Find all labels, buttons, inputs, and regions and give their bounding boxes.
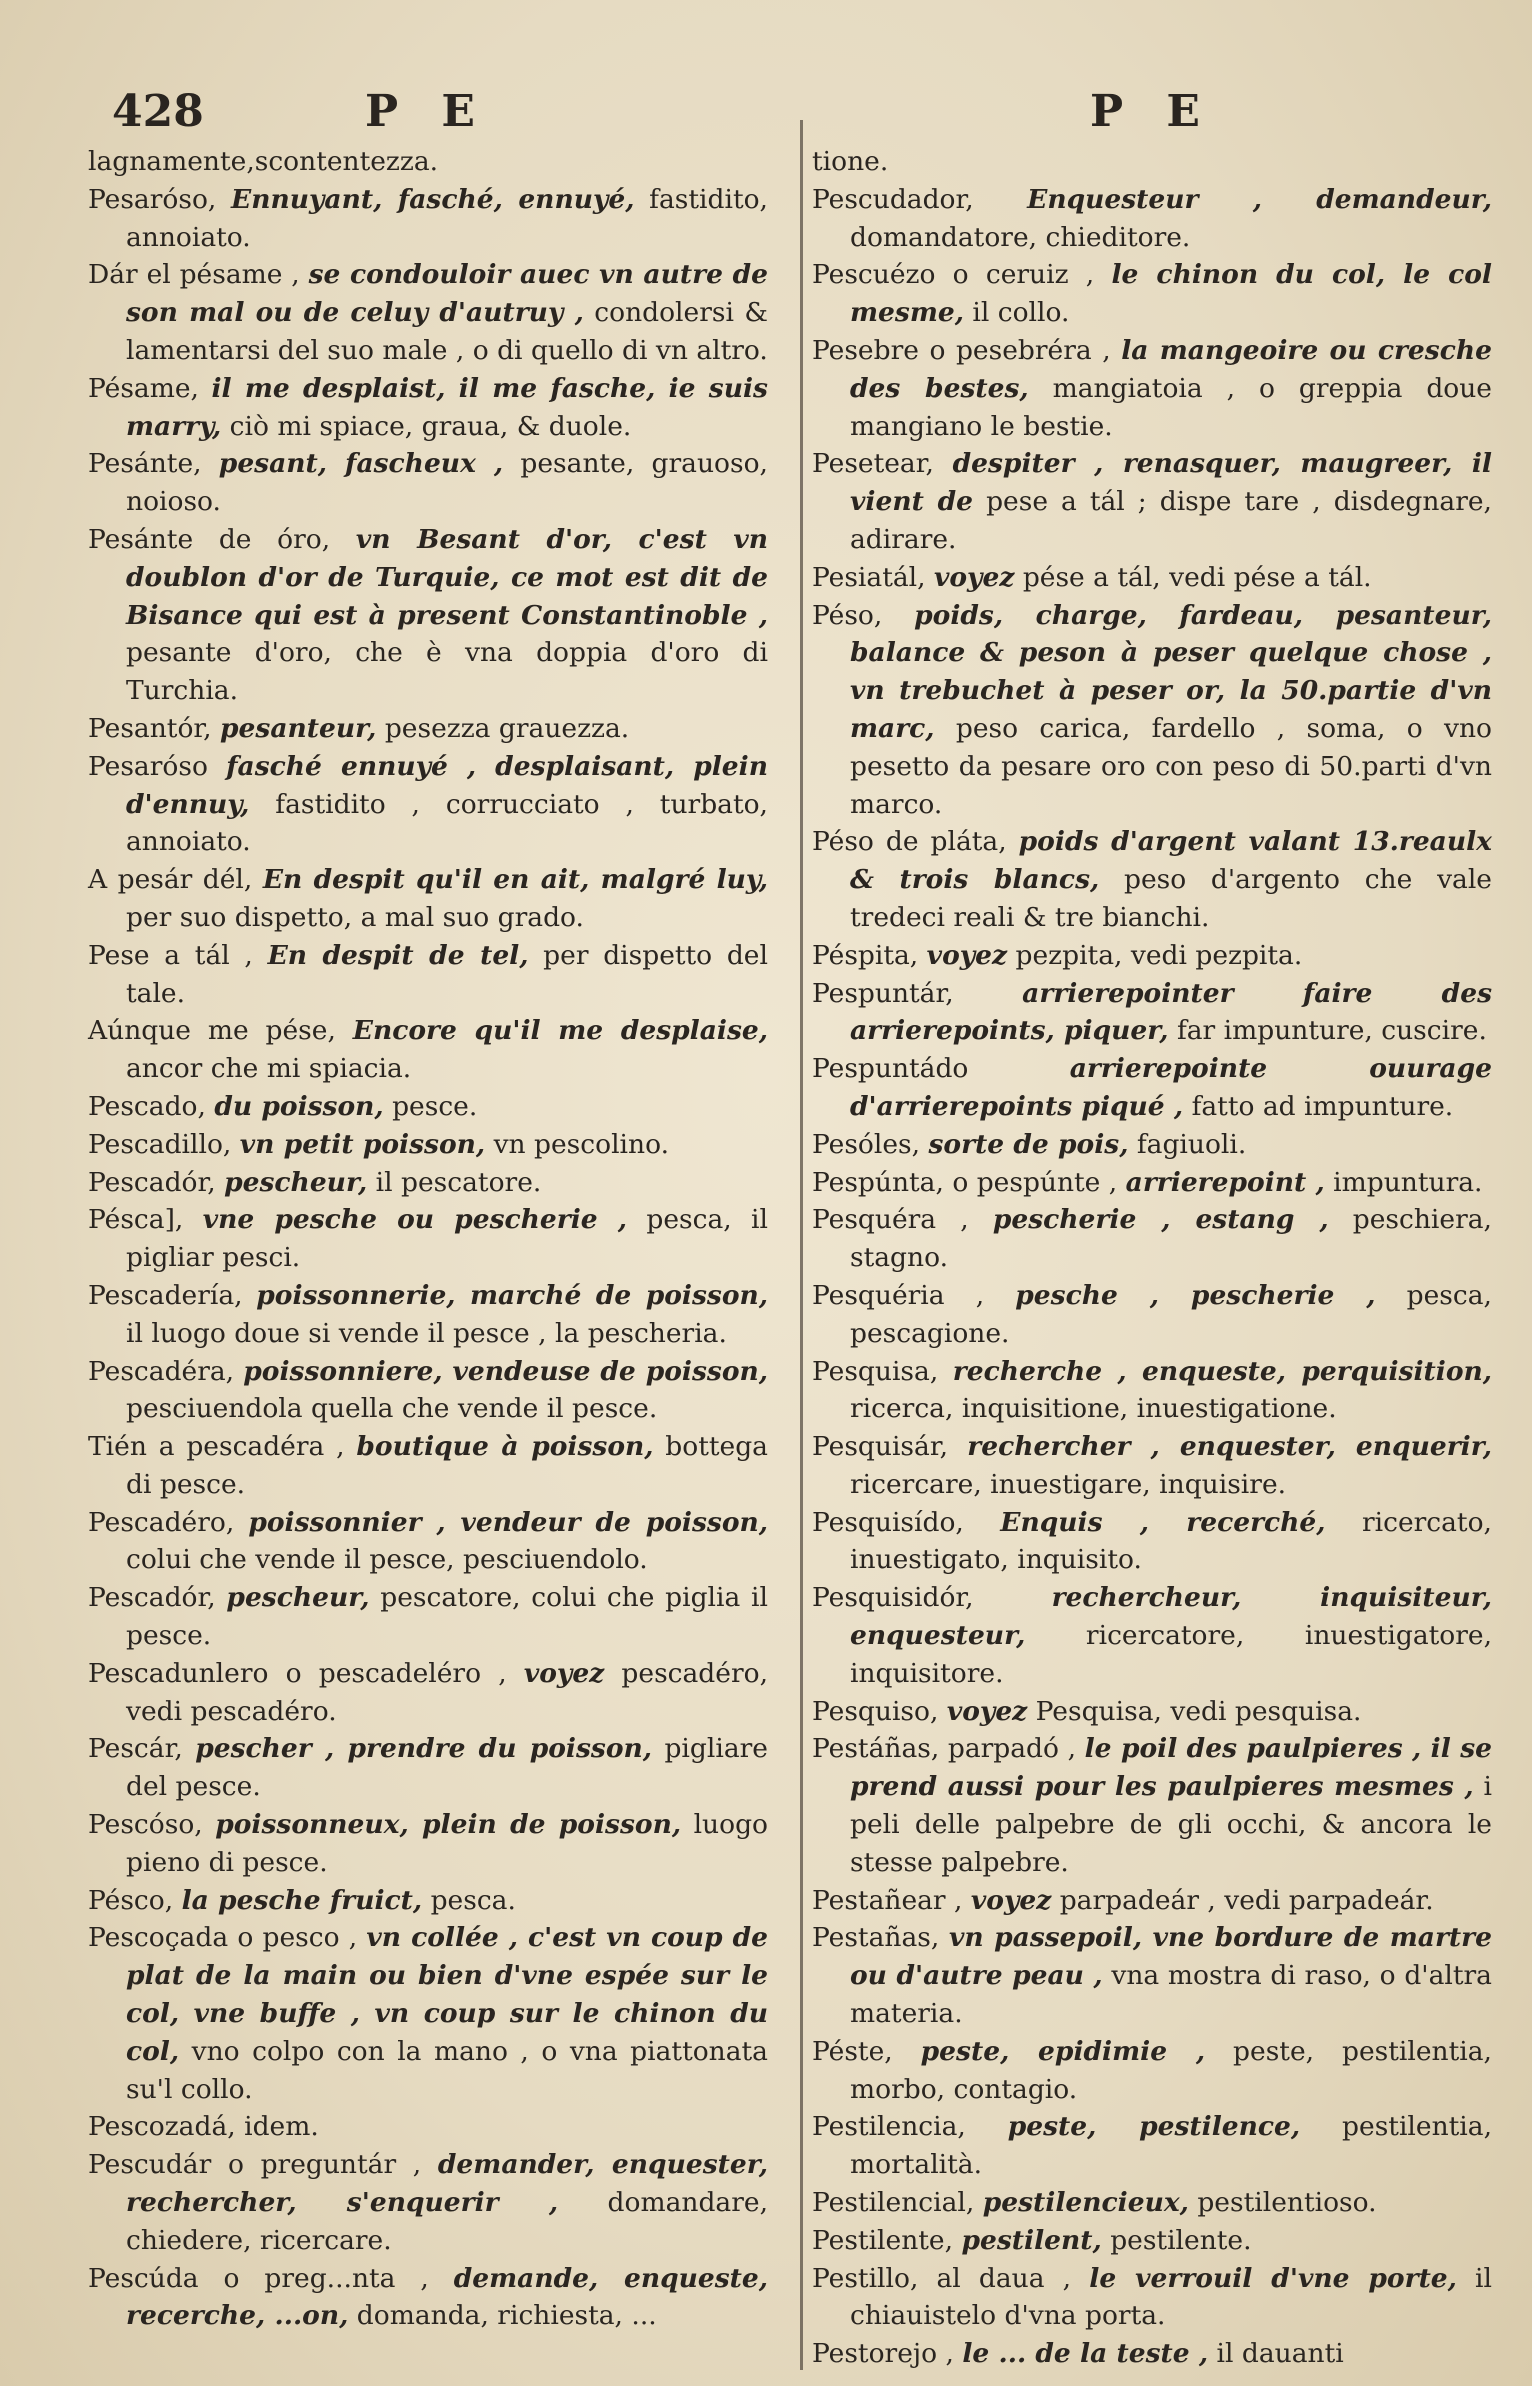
headword: Pescadór, <box>88 1166 216 1198</box>
italian-gloss: ancor che mi spiacia. <box>126 1053 412 1085</box>
headword: Aúnque me pése, <box>88 1015 336 1047</box>
dictionary-entry <box>812 1164 1492 1202</box>
headword: Pestilente, <box>812 2224 954 2256</box>
italian-gloss: Pesquisa, vedi pesquisa. <box>1035 1695 1362 1727</box>
dictionary-entry <box>812 1428 1492 1504</box>
french-gloss: arrierepointe ouurage d'arrierepoints piqué , <box>850 1053 1492 1122</box>
italian-gloss: pestilentia, mortalità. <box>850 2111 1492 2181</box>
italian-gloss: domandare, chiedere, ricercare. <box>126 2187 768 2256</box>
headword: Tién a pescadéra , <box>88 1431 345 1463</box>
headword: Pestillo, al daua , <box>812 2262 1072 2294</box>
dictionary-entry <box>88 1012 768 1088</box>
headword: Pésco, <box>88 1884 174 1916</box>
french-gloss: Enquesteur , demandeur, <box>1027 183 1492 215</box>
dictionary-entry <box>88 521 768 710</box>
dictionary-entry <box>812 2335 1492 2373</box>
headword: Pescadór, <box>88 1582 216 1614</box>
french-gloss: pesche , pescherie , <box>1015 1279 1376 1311</box>
dictionary-entry <box>812 1882 1492 1920</box>
dictionary-entry <box>88 181 768 257</box>
french-gloss: poissonneux, plein de poisson, <box>215 1809 682 1841</box>
italian-gloss: idem. <box>244 2111 319 2143</box>
french-gloss: poissonnier , vendeur de poisson, <box>248 1506 768 1538</box>
french-gloss: Enquis , recerché, <box>1000 1506 1326 1538</box>
dictionary-entry <box>812 559 1492 597</box>
italian-gloss: fatto ad impunture. <box>1191 1090 1454 1122</box>
headword: Pesebre o pesebréra , <box>812 334 1111 366</box>
french-gloss: vn Besant d'or, c'est vn doublon d'or de Turquie, ce mot est dit de Bisance qui est à present Constantinoble , <box>126 523 768 631</box>
italian-gloss: ricerca, inquisitione, inuestigatione. <box>850 1393 1337 1425</box>
headword: Pesquéria , <box>812 1279 985 1311</box>
french-gloss: En despit de tel, <box>267 939 529 971</box>
dictionary-entry <box>88 256 768 369</box>
french-gloss: vn passepoil, vne bordure de martre ou d'autre peau , <box>850 1922 1492 1992</box>
italian-gloss: luogo pieno di pesce. <box>126 1809 768 1878</box>
headword: Pescozadá, <box>88 2111 236 2143</box>
french-gloss: vn collée , c'est vn coup de plat de la main ou bien d'vne espée sur le col, vne buffe , vn coup sur le chinon du col, <box>126 1922 768 2067</box>
french-gloss: sorte de pois, <box>928 1128 1129 1160</box>
dictionary-entry <box>88 1919 768 2108</box>
italian-gloss: vn pescolino. <box>493 1128 669 1160</box>
italian-gloss: fastidito, annoiato. <box>126 183 768 253</box>
italian-gloss: il collo. <box>972 297 1070 329</box>
french-gloss: rechercheur, inquisiteur, enquesteur, <box>850 1582 1492 1652</box>
column-divider <box>800 120 803 2370</box>
italian-gloss: far impunture, cuscire. <box>1176 1015 1487 1047</box>
french-gloss: poissonnerie, marché de poisson, <box>256 1279 768 1311</box>
dictionary-entry <box>812 937 1492 975</box>
right-column <box>812 143 1492 2373</box>
italian-gloss: per suo dispetto, a mal suo grado. <box>126 901 584 933</box>
dictionary-entry <box>88 1164 768 1202</box>
headword: Pesánte, <box>88 448 202 480</box>
italian-gloss: bottega di pesce. <box>126 1431 768 1500</box>
dictionary-entry <box>88 2108 768 2146</box>
french-gloss: se condouloir auec vn autre de son mal ou de celuy d'autruy , <box>126 259 768 329</box>
dictionary-entry <box>812 332 1492 445</box>
french-gloss: Ennuyant, fasché, ennuyé, <box>231 183 635 215</box>
dictionary-entry <box>812 2033 1492 2109</box>
italian-gloss: peso carica, fardello , soma, o vno pesetto da pesare oro con peso di 50.parti d'vn marco. <box>850 712 1492 820</box>
italian-gloss: pesca. <box>430 1884 516 1916</box>
italian-gloss: peso d'argento che vale tredeci reali & tre bianchi. <box>850 864 1492 933</box>
french-gloss: pesant, fascheux , <box>218 448 504 480</box>
dictionary-entry <box>88 1730 768 1806</box>
dictionary-entry <box>88 1088 768 1126</box>
dictionary-entry <box>88 1882 768 1920</box>
headword: Pesarόso <box>88 750 208 782</box>
french-gloss: voyez <box>970 1884 1052 1916</box>
headword: Pestáñas, parpadó , <box>812 1733 1076 1765</box>
dictionary-entry <box>812 2184 1492 2222</box>
italian-gloss: lagnamente,scontentezza. <box>88 146 439 177</box>
french-gloss: boutique à poisson, <box>356 1431 654 1463</box>
headword: Pesánte de óro, <box>88 523 331 555</box>
dictionary-entry <box>812 823 1492 936</box>
italian-gloss: domandatore, chieditore. <box>850 221 1191 253</box>
italian-gloss: pesca, il pigliar pesci. <box>126 1204 768 1274</box>
dictionary-entry <box>812 1730 1492 1881</box>
italian-gloss: pesciuendola quella che vende il pesce. <box>126 1393 658 1425</box>
french-gloss: peste, pestilence, <box>1007 2111 1301 2143</box>
dictionary-entry <box>812 2260 1492 2336</box>
headword: Péso de pláta, <box>812 826 1007 858</box>
italian-gloss: parpadeár , vedi parpadeár. <box>1059 1884 1434 1916</box>
french-gloss: vne pesche ou pescherie , <box>202 1204 628 1236</box>
italian-gloss: ricercare, inuestigare, inquisire. <box>850 1468 1287 1500</box>
italian-gloss: pestilente. <box>1110 2224 1252 2256</box>
french-gloss: demander, enquester, rechercher, s'enquerir , <box>126 2149 768 2219</box>
headword: Péspita, <box>812 939 919 971</box>
french-gloss: voyez <box>933 561 1015 593</box>
dictionary-entry <box>88 1277 768 1353</box>
french-gloss: voyez <box>946 1695 1028 1727</box>
french-gloss: du poisson, <box>214 1090 384 1122</box>
headword: Pescúda o preg...nta , <box>88 2262 429 2294</box>
italian-gloss: peste, pestilentia, morbo, contagio. <box>850 2035 1492 2105</box>
left-column <box>88 143 768 2335</box>
headword: Pestilencia, <box>812 2111 966 2143</box>
italian-gloss: impuntura. <box>1333 1166 1483 1198</box>
french-gloss: voyez <box>523 1657 605 1689</box>
italian-gloss: il pescatore. <box>375 1166 542 1198</box>
french-gloss: pestilencieux, <box>982 2187 1189 2219</box>
headword: Pesetear, <box>812 448 934 480</box>
dictionary-entry <box>812 1277 1492 1353</box>
italian-gloss: pescatore, colui che piglia il pesce. <box>126 1582 768 1652</box>
french-gloss: poids d'argent valant 13.reaulx & trois blancs, <box>850 826 1492 896</box>
french-gloss: pescheur, <box>224 1166 368 1198</box>
french-gloss: poids, charge, fardeau, pesanteur, balance & peson à peser quelque chose , vn trebuchet à peser or, la 50.partie d'vn marc, <box>850 599 1492 744</box>
italian-gloss: pesante d'oro, che è vna doppia d'oro di Turchia. <box>126 637 768 707</box>
dictionary-entry <box>812 256 1492 332</box>
italian-gloss: il dauanti <box>1216 2338 1344 2370</box>
french-gloss: arrierepoint , <box>1125 1166 1325 1198</box>
french-gloss: il me desplaist, il me fasche, ie suis marry, <box>126 372 768 442</box>
dictionary-entry <box>812 1050 1492 1126</box>
french-gloss: despiter , renasquer, maugreer, il vient de <box>850 448 1492 518</box>
dictionary-entry <box>812 597 1492 824</box>
french-gloss: pescherie , estang , <box>992 1204 1329 1236</box>
italian-gloss: il chiauistelo d'vna porta. <box>850 2262 1492 2332</box>
dictionary-entry <box>88 1201 768 1277</box>
right-running-head: P E <box>1090 86 1214 137</box>
italian-gloss: domanda, richiesta, ... <box>356 2300 657 2332</box>
italian-gloss: fastidito , corrucciato , turbato, annoiato. <box>126 788 768 858</box>
dictionary-entry <box>88 445 768 521</box>
headword: Pesiatál, <box>812 561 926 593</box>
headword: Pescóso, <box>88 1809 203 1841</box>
italian-gloss: fagiuoli. <box>1136 1128 1247 1160</box>
headword: Pésca], <box>88 1204 184 1236</box>
headword: Pescadéra, <box>88 1355 235 1387</box>
italian-gloss: vno colpo con la mano , o vna piattonata su'l collo. <box>126 2035 768 2105</box>
french-gloss: la mangeoire ou cresche des bestes, <box>850 334 1492 404</box>
headword: Pesóles, <box>812 1128 921 1160</box>
headword: Pespúnta, o pespúnte , <box>812 1166 1118 1198</box>
headword: Pesantór, <box>88 712 212 744</box>
headword: Pestañas, <box>812 1922 940 1954</box>
italian-gloss: peschiera, stagno. <box>850 1204 1492 1274</box>
headword: Pescadunlero o pescadeléro , <box>88 1657 507 1689</box>
dictionary-entry <box>812 143 1492 181</box>
italian-gloss: pesca, pescagione. <box>850 1279 1492 1349</box>
italian-gloss: i peli delle palpebre de gli occhi, & ancora le stesse palpebre. <box>850 1771 1492 1878</box>
french-gloss: le poil des paulpieres , il se prend aussi pour les paulpieres mesmes , <box>850 1733 1492 1803</box>
italian-gloss: ricercato, inuestigato, inquisito. <box>850 1506 1492 1576</box>
italian-gloss: mangiatoia , o greppia doue mangiano le bestie. <box>850 372 1492 442</box>
dictionary-entry <box>88 1806 768 1882</box>
italian-gloss: colui che vende il pesce, pesciuendolo. <box>126 1544 648 1576</box>
dictionary-entry <box>812 181 1492 257</box>
dictionary-entry <box>88 1655 768 1731</box>
headword: Dár el pésame , <box>88 259 300 291</box>
headword: Pestilencial, <box>812 2187 975 2219</box>
french-gloss: voyez <box>926 939 1008 971</box>
headword: Pestañear , <box>812 1884 963 1916</box>
headword: Pesquisído, <box>812 1506 964 1538</box>
headword: Pescado, <box>88 1090 206 1122</box>
dictionary-entry <box>812 1353 1492 1429</box>
dictionary-entry <box>88 2146 768 2259</box>
headword: Pesquisa, <box>812 1355 939 1387</box>
headword: Pescadéro, <box>88 1506 235 1538</box>
french-gloss: recherche , enqueste, perquisition, <box>952 1355 1492 1387</box>
italian-gloss: pescadéro, vedi pescadéro. <box>126 1657 768 1727</box>
italian-gloss: tione. <box>812 146 889 177</box>
italian-gloss: pesce. <box>392 1090 478 1122</box>
french-gloss: la pesche fruict, <box>181 1884 423 1916</box>
dictionary-entry <box>812 1579 1492 1692</box>
dictionary-entry <box>812 2108 1492 2184</box>
headword: Pesquéra , <box>812 1204 969 1236</box>
headword: A pesár dél, <box>88 864 253 896</box>
french-gloss: Encore qu'il me desplaise, <box>352 1015 768 1047</box>
headword: Pescuézo o ceruiz , <box>812 259 1095 291</box>
italian-gloss: condolersi & lamentarsi del suo male , o di quello di vn altro. <box>126 297 768 366</box>
headword: Péste, <box>812 2035 893 2067</box>
french-gloss: vn petit poisson, <box>239 1128 486 1160</box>
dictionary-entry <box>88 1126 768 1164</box>
italian-gloss: pesezza grauezza. <box>384 712 630 744</box>
dictionary-entry <box>88 2260 768 2336</box>
dictionary-entry <box>812 445 1492 558</box>
dictionary-entry <box>88 1504 768 1580</box>
french-gloss: pesanteur, <box>220 712 377 744</box>
dictionary-entry <box>812 1201 1492 1277</box>
italian-gloss: pesante, grauoso, noioso. <box>126 448 768 518</box>
italian-gloss: pezpita, vedi pezpita. <box>1015 939 1303 971</box>
italian-gloss: pestilentioso. <box>1197 2187 1377 2219</box>
french-gloss: poissonniere, vendeuse de poisson, <box>243 1355 768 1387</box>
headword: Péso, <box>812 599 883 631</box>
dictionary-entry <box>88 710 768 748</box>
headword: Pestorejo , <box>812 2338 954 2370</box>
italian-gloss: vna mostra di raso, o d'altra materia. <box>850 1960 1492 2030</box>
headword: Pescoçada o pesco , <box>88 1922 358 1954</box>
french-gloss: le chinon du col, le col mesme, <box>850 259 1492 329</box>
dictionary-entry <box>88 937 768 1013</box>
dictionary-entry <box>88 1428 768 1504</box>
headword: Pesquisidór, <box>812 1582 974 1614</box>
italian-gloss: ciò mi spiace, graua, & duole. <box>229 410 632 442</box>
headword: Pescadillo, <box>88 1128 232 1160</box>
page-header <box>0 86 1532 146</box>
headword: Pesquiso, <box>812 1695 939 1727</box>
italian-gloss: ricercatore, inuestigatore, inquisitore. <box>850 1620 1492 1689</box>
dictionary-entry <box>88 143 768 181</box>
dictionary-entry <box>812 975 1492 1051</box>
french-gloss: le ... de la teste , <box>962 2338 1209 2370</box>
italian-gloss: pigliare del pesce. <box>126 1733 768 1803</box>
dictionary-entry <box>88 370 768 446</box>
french-gloss: demande, enqueste, recerche, ...on, <box>126 2262 768 2332</box>
headword: Pesquisár, <box>812 1431 949 1463</box>
headword: Pespuntádo <box>812 1053 969 1085</box>
french-gloss: pescheur, <box>226 1582 370 1614</box>
french-gloss: pestilent, <box>961 2224 1102 2256</box>
italian-gloss: per dispetto del tale. <box>126 939 768 1009</box>
dictionary-entry <box>88 748 768 861</box>
headword: Pésame, <box>88 372 199 404</box>
headword: Pespuntár, <box>812 977 954 1009</box>
headword: Pesarόso, <box>88 183 217 215</box>
italian-gloss: il luogo doue si vende il pesce , la pescheria. <box>126 1317 727 1349</box>
dictionary-entry <box>812 1693 1492 1731</box>
french-gloss: rechercher , enquester, enquerir, <box>967 1431 1492 1463</box>
dictionary-entry <box>88 1353 768 1429</box>
italian-gloss: pese a tál ; dispe tare , disdegnare, adirare. <box>850 486 1492 555</box>
french-gloss: fasché ennuyé , desplaisant, plein d'ennuy, <box>126 750 768 820</box>
french-gloss: pescher , prendre du poisson, <box>195 1733 653 1765</box>
dictionary-entry <box>88 1579 768 1655</box>
left-running-head: P E <box>365 86 489 137</box>
headword: Pescadería, <box>88 1279 243 1311</box>
dictionary-entry <box>812 1126 1492 1164</box>
headword: Pescudador, <box>812 183 974 215</box>
french-gloss: En despit qu'il en ait, malgré luy, <box>262 864 768 896</box>
french-gloss: arrierepointer faire des arrierepoints, piquer, <box>850 977 1492 1047</box>
dictionary-entry <box>812 2222 1492 2260</box>
headword: Pescár, <box>88 1733 183 1765</box>
headword: Pescudár o preguntár , <box>88 2149 422 2181</box>
dictionary-entry <box>812 1504 1492 1580</box>
french-gloss: le verrouil d'vne porte, <box>1089 2262 1457 2294</box>
headword: Pese a tál , <box>88 939 253 971</box>
italian-gloss: pése a tál, vedi pése a tál. <box>1022 561 1372 593</box>
dictionary-entry <box>812 1919 1492 2032</box>
dictionary-entry <box>88 861 768 937</box>
french-gloss: peste, epidimie , <box>920 2035 1206 2067</box>
page-number: 428 <box>112 86 204 137</box>
